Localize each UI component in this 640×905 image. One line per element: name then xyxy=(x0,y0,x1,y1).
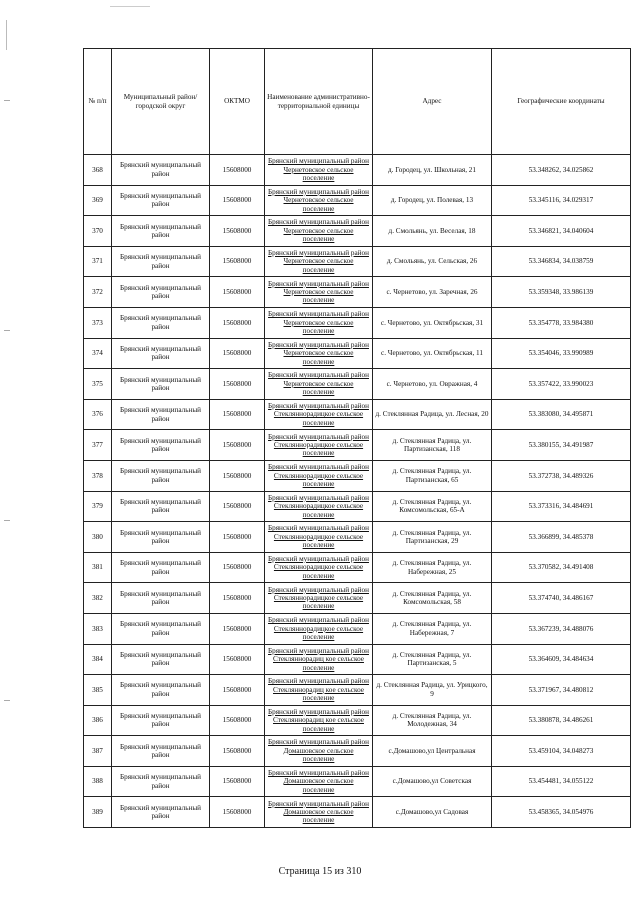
address-cell: д. Стеклянная Радица, ул. Партизанская, 5 xyxy=(373,644,492,675)
scan-artifact xyxy=(4,700,10,701)
district-cell: Брянский муниципальный район xyxy=(112,644,210,675)
coords-cell: 53.367239, 34.488076 xyxy=(492,613,631,644)
oktmo-cell: 15608000 xyxy=(210,583,265,614)
address-cell: с.Домашово,ул Центральная xyxy=(373,736,492,767)
address-cell: с. Чернетово, ул. Октябрьская, 31 xyxy=(373,307,492,338)
coords-cell: 53.373316, 34.484691 xyxy=(492,491,631,522)
address-cell: д. Стеклянная Радица, ул. Комсомольская, 58 xyxy=(373,583,492,614)
coords-cell: 53.346821, 34.040604 xyxy=(492,216,631,247)
row-number-cell: 374 xyxy=(84,338,112,369)
unit-cell xyxy=(265,185,373,216)
address-cell: д. Стеклянная Радица, ул. Партизанская, 29 xyxy=(373,522,492,553)
oktmo-cell: 15608000 xyxy=(210,246,265,277)
coords-cell: 53.459104, 34.048273 xyxy=(492,736,631,767)
oktmo-cell: 15608000 xyxy=(210,797,265,828)
table-row xyxy=(84,613,631,644)
unit-cell xyxy=(265,522,373,553)
oktmo-cell: 15608000 xyxy=(210,644,265,675)
oktmo-cell: 15608000 xyxy=(210,613,265,644)
oktmo-cell: 15608000 xyxy=(210,675,265,706)
row-number-cell: 379 xyxy=(84,491,112,522)
row-number-cell: 377 xyxy=(84,430,112,461)
unit-cell xyxy=(265,797,373,828)
unit-text: Брянский муниципальный район Чернетовское сельское поселение xyxy=(268,218,369,244)
address-cell: с. Чернетово, ул. Овражная, 4 xyxy=(373,369,492,400)
coords-cell: 53.458365, 34.054976 xyxy=(492,797,631,828)
scan-artifact xyxy=(110,6,150,7)
table-row xyxy=(84,460,631,491)
header-num: № п/п xyxy=(84,49,112,155)
unit-text: Брянский муниципальный район Стекляннорадицкое сельское поселение xyxy=(268,585,369,611)
oktmo-cell: 15608000 xyxy=(210,491,265,522)
district-cell: Брянский муниципальный район xyxy=(112,246,210,277)
unit-cell xyxy=(265,399,373,430)
district-cell: Брянский муниципальный район xyxy=(112,430,210,461)
district-cell: Брянский муниципальный район xyxy=(112,736,210,767)
oktmo-cell: 15608000 xyxy=(210,369,265,400)
row-number-cell: 375 xyxy=(84,369,112,400)
unit-text: Брянский муниципальный район Стекляннорадицкое сельское поселение xyxy=(268,616,369,641)
unit-text: Брянский муниципальный район Чернетовское сельское поселение xyxy=(268,248,369,274)
table-row xyxy=(84,522,631,553)
row-number-cell: 388 xyxy=(84,766,112,797)
table-row xyxy=(84,369,631,400)
coords-cell: 53.359348, 33.986139 xyxy=(492,277,631,308)
scan-artifact xyxy=(4,330,10,331)
unit-cell xyxy=(265,491,373,522)
address-cell: д. Стеклянная Радица, ул. Партизанская, 65 xyxy=(373,460,492,491)
coords-cell: 53.380878, 34.486261 xyxy=(492,705,631,736)
unit-text: Брянский муниципальный район Стекляннорадицкое сельское поселение xyxy=(268,401,369,427)
address-cell: д. Стеклянная Радица, ул. Набережная, 25 xyxy=(373,552,492,583)
row-number-cell: 372 xyxy=(84,277,112,308)
row-number-cell: 373 xyxy=(84,307,112,338)
table-row xyxy=(84,430,631,461)
scan-artifact xyxy=(4,520,10,521)
row-number-cell: 386 xyxy=(84,705,112,736)
unit-cell xyxy=(265,552,373,583)
table-row xyxy=(84,736,631,767)
unit-cell xyxy=(265,766,373,797)
unit-text: Брянский муниципальный район Чернетовское сельское поселение xyxy=(268,157,369,182)
district-cell: Брянский муниципальный район xyxy=(112,307,210,338)
coords-cell: 53.366899, 34.485378 xyxy=(492,522,631,553)
row-number-cell: 380 xyxy=(84,522,112,553)
coords-cell: 53.454481, 34.055122 xyxy=(492,766,631,797)
oktmo-cell: 15608000 xyxy=(210,399,265,430)
address-cell: д. Стеклянная Радица, ул. Набережная, 7 xyxy=(373,613,492,644)
district-cell: Брянский муниципальный район xyxy=(112,185,210,216)
unit-text: Брянский муниципальный район Стекляннорадиц кое сельское поселение xyxy=(268,707,369,733)
oktmo-cell: 15608000 xyxy=(210,216,265,247)
district-cell: Брянский муниципальный район xyxy=(112,705,210,736)
table-row xyxy=(84,399,631,430)
address-cell: с. Чернетово, ул. Октябрьская, 11 xyxy=(373,338,492,369)
oktmo-cell: 15608000 xyxy=(210,307,265,338)
table-row xyxy=(84,307,631,338)
unit-cell xyxy=(265,216,373,247)
table-row xyxy=(84,797,631,828)
oktmo-cell: 15608000 xyxy=(210,736,265,767)
district-cell: Брянский муниципальный район xyxy=(112,369,210,400)
district-cell: Брянский муниципальный район xyxy=(112,460,210,491)
unit-cell xyxy=(265,430,373,461)
row-number-cell: 387 xyxy=(84,736,112,767)
row-number-cell: 368 xyxy=(84,155,112,186)
address-cell: д. Стеклянная Радица, ул. Урицкого, 9 xyxy=(373,675,492,706)
table-header xyxy=(84,49,631,155)
oktmo-cell: 15608000 xyxy=(210,766,265,797)
row-number-cell: 385 xyxy=(84,675,112,706)
row-number-cell: 384 xyxy=(84,644,112,675)
address-cell: д. Стеклянная Радица, ул. Лесная, 20 xyxy=(373,399,492,430)
coords-cell: 53.374740, 34.486167 xyxy=(492,583,631,614)
coords-cell: 53.383080, 34.495871 xyxy=(492,399,631,430)
coords-cell: 53.364609, 34.484634 xyxy=(492,644,631,675)
address-cell: д. Стеклянная Радица, ул. Комсомольская, 65-А xyxy=(373,491,492,522)
unit-text: Брянский муниципальный район Стекляннорадиц кое сельское поселение xyxy=(268,677,369,703)
header-address: Адрес xyxy=(373,49,492,155)
district-cell: Брянский муниципальный район xyxy=(112,216,210,247)
unit-text: Брянский муниципальный район Стекляннорадицкое сельское поселение xyxy=(268,493,369,519)
address-cell: д. Городец, ул. Школьная, 21 xyxy=(373,155,492,186)
table-row xyxy=(84,705,631,736)
unit-cell xyxy=(265,155,373,186)
unit-text: Брянский муниципальный район Стекляннорадиц кое сельское поселение xyxy=(268,646,369,672)
unit-cell xyxy=(265,644,373,675)
oktmo-cell: 15608000 xyxy=(210,430,265,461)
table-row xyxy=(84,675,631,706)
unit-text: Брянский муниципальный район Домашовское сельское поселение xyxy=(268,738,369,764)
unit-cell xyxy=(265,613,373,644)
address-cell: д. Смольянь, ул. Веселая, 18 xyxy=(373,216,492,247)
district-cell: Брянский муниципальный район xyxy=(112,613,210,644)
table-row xyxy=(84,216,631,247)
coords-cell: 53.357422, 33.990023 xyxy=(492,369,631,400)
table-row xyxy=(84,644,631,675)
unit-cell xyxy=(265,277,373,308)
unit-text: Брянский муниципальный район Стекляннорадицкое сельское поселение xyxy=(268,554,369,580)
unit-text: Брянский муниципальный район Чернетовское сельское поселение xyxy=(268,340,369,366)
header-coords: Географические координаты xyxy=(492,49,631,155)
address-cell: д. Смольянь, ул. Сельская, 26 xyxy=(373,246,492,277)
table-row xyxy=(84,246,631,277)
unit-cell xyxy=(265,705,373,736)
oktmo-cell: 15608000 xyxy=(210,522,265,553)
unit-text: Брянский муниципальный район Чернетовское сельское поселение xyxy=(268,371,369,397)
coords-cell: 53.348262, 34.025862 xyxy=(492,155,631,186)
row-number-cell: 369 xyxy=(84,185,112,216)
address-cell: д. Городец, ул. Полевая, 13 xyxy=(373,185,492,216)
oktmo-cell: 15608000 xyxy=(210,552,265,583)
district-cell: Брянский муниципальный район xyxy=(112,797,210,828)
address-cell: с. Чернетово, ул. Заречная, 26 xyxy=(373,277,492,308)
unit-text: Брянский муниципальный район Стекляннорадицкое сельское поселение xyxy=(268,432,369,458)
unit-text: Брянский муниципальный район Домашовское сельское поселение xyxy=(268,799,369,825)
coords-cell: 53.380155, 34.491987 xyxy=(492,430,631,461)
oktmo-cell: 15608000 xyxy=(210,460,265,491)
address-cell: д. Стеклянная Радица, ул. Партизанская, 118 xyxy=(373,430,492,461)
coords-cell: 53.345116, 34.029317 xyxy=(492,185,631,216)
row-number-cell: 376 xyxy=(84,399,112,430)
district-cell: Брянский муниципальный район xyxy=(112,277,210,308)
unit-text: Брянский муниципальный район Стекляннорадицкое сельское поселение xyxy=(268,524,369,550)
district-cell: Брянский муниципальный район xyxy=(112,522,210,553)
table-row xyxy=(84,185,631,216)
table-row xyxy=(84,338,631,369)
coords-cell: 53.354046, 33.990989 xyxy=(492,338,631,369)
row-number-cell: 371 xyxy=(84,246,112,277)
unit-cell xyxy=(265,675,373,706)
unit-text: Брянский муниципальный район Чернетовское сельское поселение xyxy=(268,187,369,213)
row-number-cell: 370 xyxy=(84,216,112,247)
coords-cell: 53.354778, 33.984380 xyxy=(492,307,631,338)
table-row xyxy=(84,552,631,583)
unit-cell xyxy=(265,307,373,338)
coords-cell: 53.372738, 34.489326 xyxy=(492,460,631,491)
address-cell: с.Домашово,ул Советская xyxy=(373,766,492,797)
oktmo-cell: 15608000 xyxy=(210,705,265,736)
header-oktmo: ОКТМО xyxy=(210,49,265,155)
oktmo-cell: 15608000 xyxy=(210,277,265,308)
coords-cell: 53.370582, 34.491408 xyxy=(492,552,631,583)
coords-cell: 53.346834, 34.038759 xyxy=(492,246,631,277)
row-number-cell: 381 xyxy=(84,552,112,583)
page-number: Страница 15 из 310 xyxy=(278,866,362,877)
unit-cell xyxy=(265,460,373,491)
district-cell: Брянский муниципальный район xyxy=(112,766,210,797)
district-cell: Брянский муниципальный район xyxy=(112,552,210,583)
district-cell: Брянский муниципальный район xyxy=(112,155,210,186)
district-cell: Брянский муниципальный район xyxy=(112,583,210,614)
row-number-cell: 382 xyxy=(84,583,112,614)
coords-cell: 53.371967, 34.480812 xyxy=(492,675,631,706)
address-cell: д. Стеклянная Радица, ул. Молодежная, 34 xyxy=(373,705,492,736)
table-row xyxy=(84,583,631,614)
unit-cell xyxy=(265,338,373,369)
unit-text: Брянский муниципальный район Чернетовское сельское поселение xyxy=(268,310,369,335)
unit-text: Брянский муниципальный район Домашовское сельское поселение xyxy=(268,769,369,794)
district-cell: Брянский муниципальный район xyxy=(112,675,210,706)
header-row xyxy=(84,49,631,155)
unit-cell xyxy=(265,246,373,277)
oktmo-cell: 15608000 xyxy=(210,155,265,186)
header-district: Муниципальный район/городской округ xyxy=(112,49,210,155)
oktmo-cell: 15608000 xyxy=(210,338,265,369)
address-cell: с.Домашово,ул Садовая xyxy=(373,797,492,828)
scan-artifact xyxy=(4,100,10,101)
unit-text: Брянский муниципальный район Стекляннорадицкое сельское поселение xyxy=(268,463,369,488)
unit-text: Брянский муниципальный район Чернетовское сельское поселение xyxy=(268,279,369,305)
district-cell: Брянский муниципальный район xyxy=(112,399,210,430)
unit-cell xyxy=(265,736,373,767)
oktmo-cell: 15608000 xyxy=(210,185,265,216)
district-cell: Брянский муниципальный район xyxy=(112,491,210,522)
unit-cell xyxy=(265,369,373,400)
unit-cell xyxy=(265,583,373,614)
table-row xyxy=(84,155,631,186)
table-row xyxy=(84,277,631,308)
table-body xyxy=(84,155,631,828)
table-row xyxy=(84,491,631,522)
row-number-cell: 378 xyxy=(84,460,112,491)
header-unit: Наименование административно-территориальной единицы xyxy=(265,49,373,155)
row-number-cell: 383 xyxy=(84,613,112,644)
row-number-cell: 389 xyxy=(84,797,112,828)
registry-table xyxy=(83,48,631,828)
scan-artifact xyxy=(6,20,7,50)
district-cell: Брянский муниципальный район xyxy=(112,338,210,369)
table-row xyxy=(84,766,631,797)
